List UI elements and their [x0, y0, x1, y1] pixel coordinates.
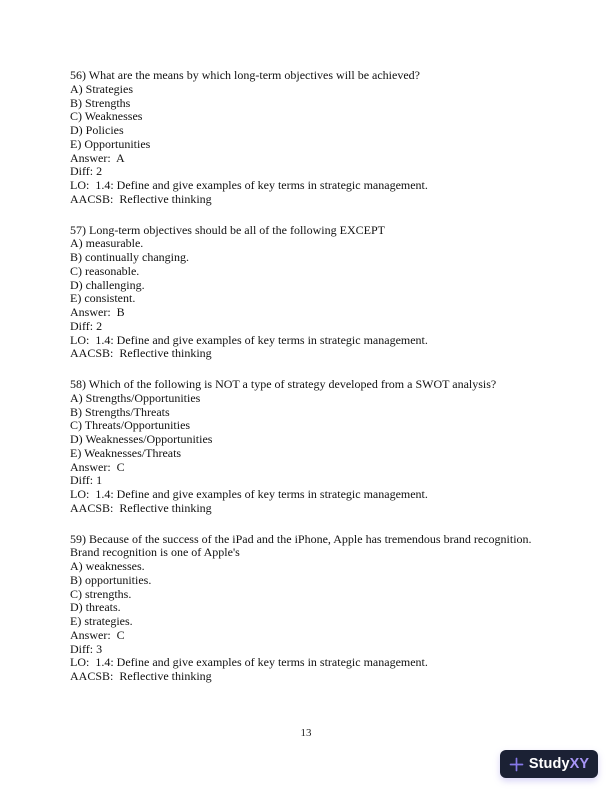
option-b: B) Strengths	[70, 95, 131, 110]
question-block-56	[70, 69, 560, 207]
option-a: A) measurable.	[70, 236, 144, 251]
aacsb-line: AACSB: Reflective thinking	[70, 669, 212, 683]
answer-line: Answer: B	[70, 305, 125, 319]
option-d: D) threats.	[70, 600, 121, 615]
diff-line: Diff: 2	[70, 318, 103, 333]
lo-line: LO: 1.4: Define and give examples of key terms in strategic management.	[70, 655, 428, 670]
option-c: C) Weaknesses	[70, 109, 143, 124]
question-block-58	[70, 378, 560, 516]
answer-line: Answer: C	[70, 459, 125, 474]
aacsb-line: AACSB: Reflective thinking	[70, 500, 212, 515]
option-a: A) weaknesses.	[70, 559, 145, 573]
option-e: E) consistent.	[70, 291, 136, 306]
aacsb-line: AACSB: Reflective thinking	[70, 191, 212, 206]
option-d: D) Weaknesses/Opportunities	[70, 432, 213, 446]
option-b: B) Strengths/Threats	[70, 404, 170, 419]
document-page-content	[70, 69, 560, 701]
option-c: C) reasonable.	[70, 263, 140, 278]
aacsb-line: AACSB: Reflective thinking	[70, 346, 212, 361]
lo-line: LO: 1.4: Define and give examples of key terms in strategic management.	[70, 487, 428, 501]
option-d: D) challenging.	[70, 277, 145, 292]
answer-line: Answer: A	[70, 150, 125, 165]
option-c: C) strengths.	[70, 586, 132, 601]
diff-line: Diff: 2	[70, 164, 103, 179]
question-text: 56) What are the means by which long-term objectives will be achieved?	[70, 68, 420, 82]
diff-line: Diff: 1	[70, 473, 103, 488]
studyxy-logo-badge	[500, 750, 598, 778]
diff-line: Diff: 3	[70, 641, 103, 656]
option-b: B) opportunities.	[70, 572, 152, 587]
option-a: A) Strategies	[70, 81, 133, 96]
question-text: 57) Long-term objectives should be all of the following EXCEPT	[70, 222, 385, 237]
question-text: 59) Because of the success of the iPad and the iPhone, Apple has tremendous brand recognition.	[70, 531, 532, 546]
lo-line: LO: 1.4: Define and give examples of key terms in strategic management.	[70, 332, 428, 347]
question-block-57	[70, 224, 560, 362]
option-c: C) Threats/Opportunities	[70, 418, 191, 433]
question-text-continued: Brand recognition is one of Apple's	[70, 545, 240, 560]
plus-icon	[509, 757, 524, 772]
option-e: E) Weaknesses/Threats	[70, 445, 182, 460]
answer-line: Answer: C	[70, 627, 125, 642]
logo-text-xy: XY	[569, 755, 590, 772]
lo-line: LO: 1.4: Define and give examples of key terms in strategic management.	[70, 178, 428, 192]
option-d: D) Policies	[70, 123, 124, 137]
option-e: E) Opportunities	[70, 136, 151, 151]
logo-text	[529, 757, 589, 772]
logo-text-study: Study	[528, 755, 570, 772]
question-text: 58) Which of the following is NOT a type of strategy developed from a SWOT analysis?	[70, 377, 497, 391]
page-number: 13	[300, 727, 312, 739]
option-a: A) Strengths/Opportunities	[70, 390, 201, 405]
option-e: E) strategies.	[70, 614, 133, 628]
option-b: B) continually changing.	[70, 250, 189, 264]
question-block-59	[70, 533, 560, 684]
